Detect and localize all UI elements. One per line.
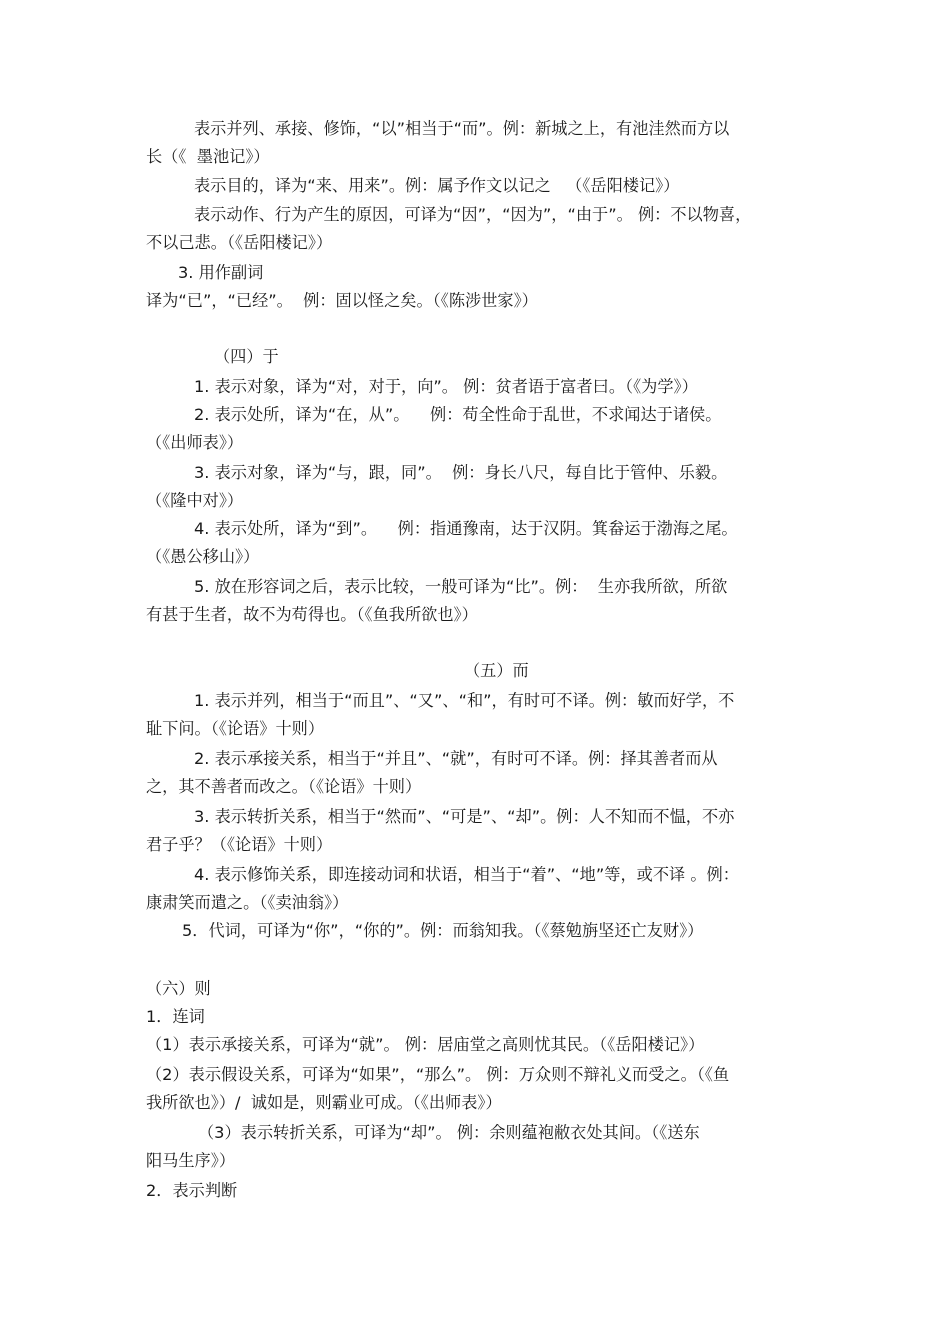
text-line: 译为“已”，“已经”。 例：固以怪之矣。（《陈涉世家》） [146,291,538,310]
text-line: 耻下问。（《论语》十则） [146,719,325,738]
section-heading: 1．连词 [146,1007,205,1026]
text-line: 5. 放在形容词之后，表示比较，一般可译为“比”。例： 生亦我所欲，所欲 [194,577,728,596]
text-line: 康肃笑而遣之。（《卖油翁》） [146,893,349,912]
section-heading: （五）而 [464,661,529,680]
text-line: 之，其不善者而改之。（《论语》十则） [146,777,422,796]
text-line: （2）表示假设关系，可译为“如果”，“那么”。 例：万众则不辩礼义而受之。（《鱼 [146,1065,730,1084]
text-line: 表示动作、行为产生的原因，可译为“因”，“因为”，“由于”。 例：不以物喜， [194,205,752,224]
text-line: 表示目的，译为“来、用来”。例：属予作文以记之 （《岳阳楼记》） [194,176,680,195]
text-line: 长（《 墨池记》） [146,147,270,166]
text-line: （1）表示承接关系，可译为“就”。 例：居庙堂之高则忧其民。（《岳阳楼记》） [146,1035,705,1054]
text-line: 君子乎？（《论语》十则） [146,835,333,854]
text-line: （《出师表》） [146,433,244,452]
section-heading: （六）则 [146,979,211,998]
text-line: 3. 表示对象，译为“与，跟，同”。 例：身长八尺，每自比于管仲、乐毅。 [194,463,728,482]
text-line: （《隆中对》） [146,491,244,510]
text-line: 4. 表示修饰关系，即连接动词和状语，相当于“着”、“地”等，或不译 。例： [194,865,739,884]
text-line: 4. 表示处所，译为“到”。 例：指通豫南，达于汉阴。箕畚运于渤海之尾。 [194,519,738,538]
section-heading: 3. 用作副词 [178,263,264,282]
text-line: 表示并列、承接、修饰，“以”相当于“而”。例：新城之上，有池洼然而方以 [194,119,730,138]
section-heading: （四）于 [214,347,279,366]
text-line: 5．代词，可译为“你”，“你的”。例：而翁知我。（《蔡勉旃坚还亡友财》） [182,921,704,940]
text-line: 不以己悲。（《岳阳楼记》） [146,233,333,252]
text-line: （《愚公移山》） [146,547,260,566]
text-line: 1. 表示并列，相当于“而且”、“又”、“和”，有时可不译。例：敏而好学，不 [194,691,735,710]
text-line: 阳马生序》） [146,1151,236,1170]
text-line: 2. 表示承接关系，相当于“并且”、“就”，有时可不译。例：择其善者而从 [194,749,718,768]
section-heading: 2．表示判断 [146,1181,238,1200]
text-line: 1. 表示对象，译为“对，对于，向”。 例：贫者语于富者曰。（《为学》） [194,377,698,396]
text-line: （3）表示转折关系，可译为“却”。 例：余则蕴袍敝衣处其间。（《送东 [198,1123,700,1142]
text-line: 我所欲也》）/ 诚如是，则霸业可成。（《出师表》） [146,1093,502,1112]
text-line: 有甚于生者，故不为苟得也。（《鱼我所欲也》） [146,605,478,624]
text-line: 2. 表示处所，译为“在，从”。 例：苟全性命于乱世，不求闻达于诸侯。 [194,405,722,424]
text-line: 3. 表示转折关系，相当于“然而”、“可是”、“却”。例：人不知而不愠，不亦 [194,807,735,826]
